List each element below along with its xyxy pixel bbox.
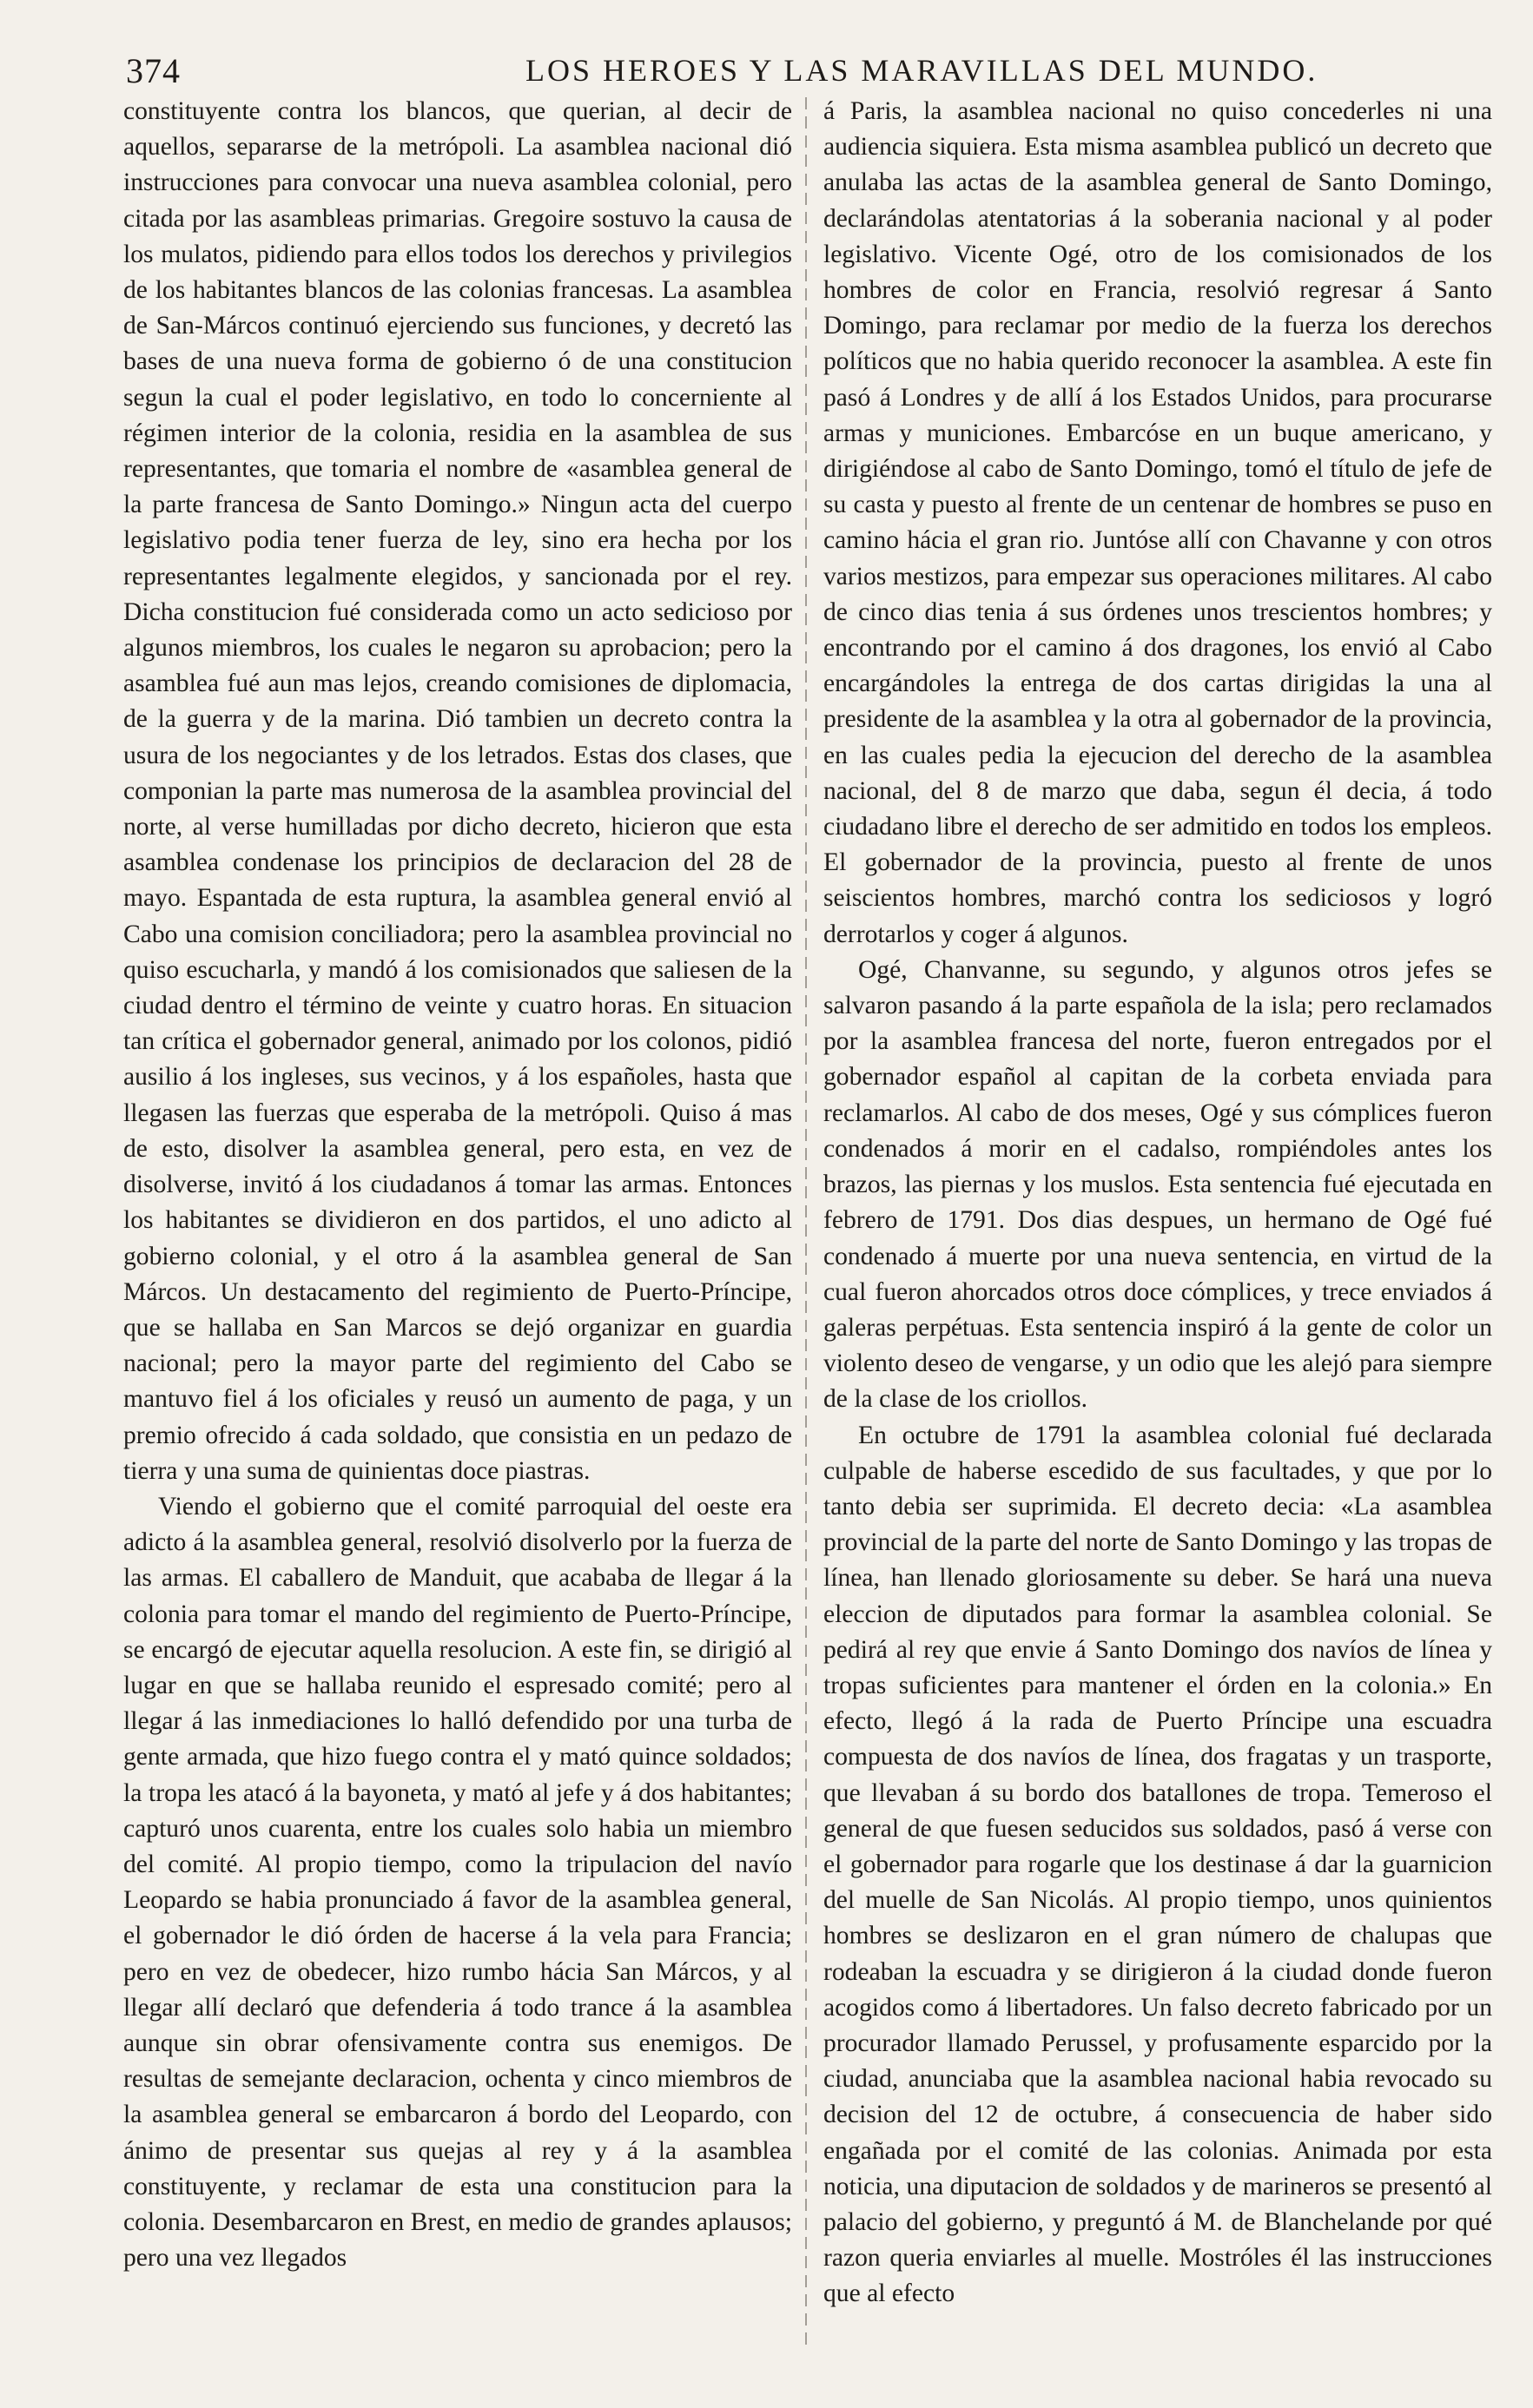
right-paragraph-2: Ogé, Chanvanne, su segundo, y algunos otros jefes se salvaron pasando á la parte española de la isla; pero reclamados por la asamblea francesa del norte, fueron entregados por el gobernador español al capitan de la corbeta enviada para reclamarlos. Al cabo de dos meses, Ogé y sus cómplices fueron condenados á morir en el cadalso, rompiéndoles antes los brazos, las piernas y los muslos. Esta sentencia fué ejecutada en febrero de 1791. Dos dias despues, un hermano de Ogé fué condenado á muerte por una nueva sentencia, en virtud de la cual fueron ahorcados otros doce cómplices, y trece enviados á galeras perpétuas. Esta sentencia inspiró á la gente de color un violento deseo de vengarse, y un odio que les alejó para siempre de la clase de los criollos. (823, 955, 1492, 1414)
page-number: 374 (126, 51, 181, 90)
left-paragraph-1: constituyente contra los blancos, que querian, al decir de aquellos, separarse de la metrópoli. La asamblea nacional dió instrucciones para convocar una nueva asamblea colonial, pero citada por las asambleas primarias. Gregoire sostuvo la causa de los mulatos, pidiendo para ellos todos los derechos y privilegios de los habitantes blancos de las colonias francesas. La asamblea de San-Márcos continuó ejerciendo sus funciones, y decretó las bases de una nueva forma de gobierno ó de una constitucion segun la cual el poder legislativo, en todo lo concerniente al régimen interior de la colonia, residia en la asamblea de sus representantes, que tomaria el nombre de «asamblea general de la parte francesa de Santo Domingo.» Ningun acta del cuerpo legislativo podia tener fuerza de ley, sino era hecha por los representantes legalmente elegidos, y sancionada por el rey. Dicha constitucion fué considerada como un acto sedicioso por algunos miembros, los cuales le negaron su aprobacion; pero la asamblea fué aun mas lejos, creando comisiones de diplomacia, de la guerra y de la marina. Dió tambien un decreto contra la usura de los negociantes y de los letrados. Estas dos clases, que componian la parte mas numerosa de la asamblea provincial del norte, al verse humilladas por dicho decreto, hicieron que esta asamblea condenase los principios de declaracion del 28 de mayo. Espantada de esta ruptura, la asamblea general envió al Cabo una comision conciliadora; pero la asamblea provincial no quiso escucharla, y mandó á los comisionados que saliesen de la ciudad dentro el término de veinte y cuatro horas. En situacion tan crítica el gobernador general, animado por los colonos, pidió ausilio á los ingleses, sus vecinos, y á los españoles, hasta que llegasen las fuerzas que esperaba de la metrópoli. Quiso á mas de esto, disolver la asamblea general, pero esta, en vez de disolverse, invitó á los ciudadanos á tomar las armas. Entonces los habitantes se dividieron en dos partidos, el uno adicto al gobierno colonial, y el otro á la asamblea general de San Márcos. Un destacamento del regimiento de Puerto-Príncipe, que se hallaba en San Marcos se dejó organizar en guardia nacional; pero la mayor parte del regimiento del Cabo se mantuvo fiel á los oficiales y reusó un aumento de paga, y un premio ofrecido á cada soldado, que consistia en un pedazo de tierra y una suma de quinientas doce piastras. (123, 97, 792, 1485)
right-paragraph-1: á Paris, la asamblea nacional no quiso concederles ni una audiencia siquiera. Esta misma asamblea publicó un decreto que anulaba las actas de la asamblea general de Santo Domingo, declarándolas atentatorias á la soberania nacional y al poder legislativo. Vicente Ogé, otro de los comisionados de los hombres de color en Francia, resolvió regresar á Santo Domingo, para reclamar por medio de la fuerza los derechos políticos que no habia querido reconocer la asamblea. A este fin pasó á Londres y de allí á los Estados Unidos, para procurarse armas y municiones. Embarcóse en un buque americano, y dirigiéndose al cabo de Santo Domingo, tomó el título de jefe de su casta y puesto al frente de un centenar de hombres se puso en camino hácia el gran rio. Juntóse allí con Chavanne y con otros varios mestizos, para empezar sus operaciones militares. Al cabo de cinco dias tenia á sus órdenes unos trescientos hombres; y encontrando por el camino á dos dragones, los envió al Cabo encargándoles la entrega de dos cartas dirigidas la una al presidente de la asamblea y la otra al gobernador de la provincia, en las cuales pedia la ejecucion del derecho de la asamblea nacional, del 8 de marzo que daba, segun él decia, á todo ciudadano libre el derecho de ser admitido en todos los empleos. El gobernador de la provincia, puesto al frente de unos seiscientos hombres, marchó contra los sediciosos y logró derrotarlos y coger á algunos. (823, 97, 1492, 948)
left-column (123, 94, 792, 2369)
page-header (126, 45, 1494, 97)
column-divider (805, 97, 807, 2346)
running-title: LOS HEROES Y LAS MARAVILLAS DEL MUNDO. (525, 53, 1318, 88)
right-paragraph-3: En octubre de 1791 la asamblea colonial fué declarada culpable de haberse escedido de sus facultades, y que por lo tanto debia ser suprimida. El decreto decia: «La asamblea provincial de la parte del norte de Santo Domingo y las tropas de línea, han llenado gloriosamente su deber. Se hará una nueva eleccion de diputados para formar la asamblea colonial. Se pedirá al rey que envie á Santo Domingo dos navíos de línea y tropas suficientes para mantener el órden en la colonia.» En efecto, llegó á la rada de Puerto Príncipe una escuadra compuesta de dos navíos de línea, dos fragatas y un trasporte, que llevaban á su bordo dos batallones de tropa. Temeroso el general de que fuesen seducidos sus soldados, pasó á verse con el gobernador para rogarle que los destinase á dar la guarnicion del muelle de San Nicolás. Al propio tiempo, unos quinientos hombres se deslizaron en el gran número de chalupas que rodeaban la escuadra y se dirigieron á la ciudad donde fueron acogidos como á libertadores. Un falso decreto fabricado por un procurador llamado Perussel, y profusamente esparcido por la ciudad, anunciaba que la asamblea nacional habia revocado su decision del 12 de octubre, á consecuencia de haber sido engañada por el comité de las colonias. Animada por esta noticia, una diputacion de soldados y de marineros se presentó al palacio del gobierno, y preguntó á M. de Blanchelande por qué razon queria enviarles al muelle. Mostróles él las instrucciones que al efecto (823, 1421, 1492, 2308)
right-column (823, 94, 1492, 2369)
left-paragraph-2: Viendo el gobierno que el comité parroquial del oeste era adicto á la asamblea general, resolvió disolverlo por la fuerza de las armas. El caballero de Manduit, que acababa de llegar á la colonia para tomar el mando del regimiento de Puerto-Príncipe, se encargó de ejecutar aquella resolucion. A este fin, se dirigió al lugar en que se hallaba reunido el espresado comité; pero al llegar á las inmediaciones lo halló defendido por una turba de gente armada, que hizo fuego contra el y mató quince soldados; la tropa les atacó á la bayoneta, y mató al jefe y á dos habitantes; capturó unos cuarenta, entre los cuales solo habia un miembro del comité. Al propio tiempo, como la tripulacion del navío Leopardo se habia pronunciado á favor de la asamblea general, el gobernador le dió órden de hacerse á la vela para Francia; pero en vez de obedecer, hizo rumbo hácia San Márcos, y al llegar allí declaró que defenderia á todo trance á la asamblea aunque sin obrar ofensivamente contra sus enemigos. De resultas de semejante declaracion, ochenta y cinco miembros de la asamblea general se embarcaron á bordo del Leopardo, con ánimo de presentar sus quejas al rey y á la asamblea constituyente, y reclamar de esta una constitucion para la colonia. Desembarcaron en Brest, en medio de grandes aplausos; pero una vez llegados (123, 1492, 792, 2273)
